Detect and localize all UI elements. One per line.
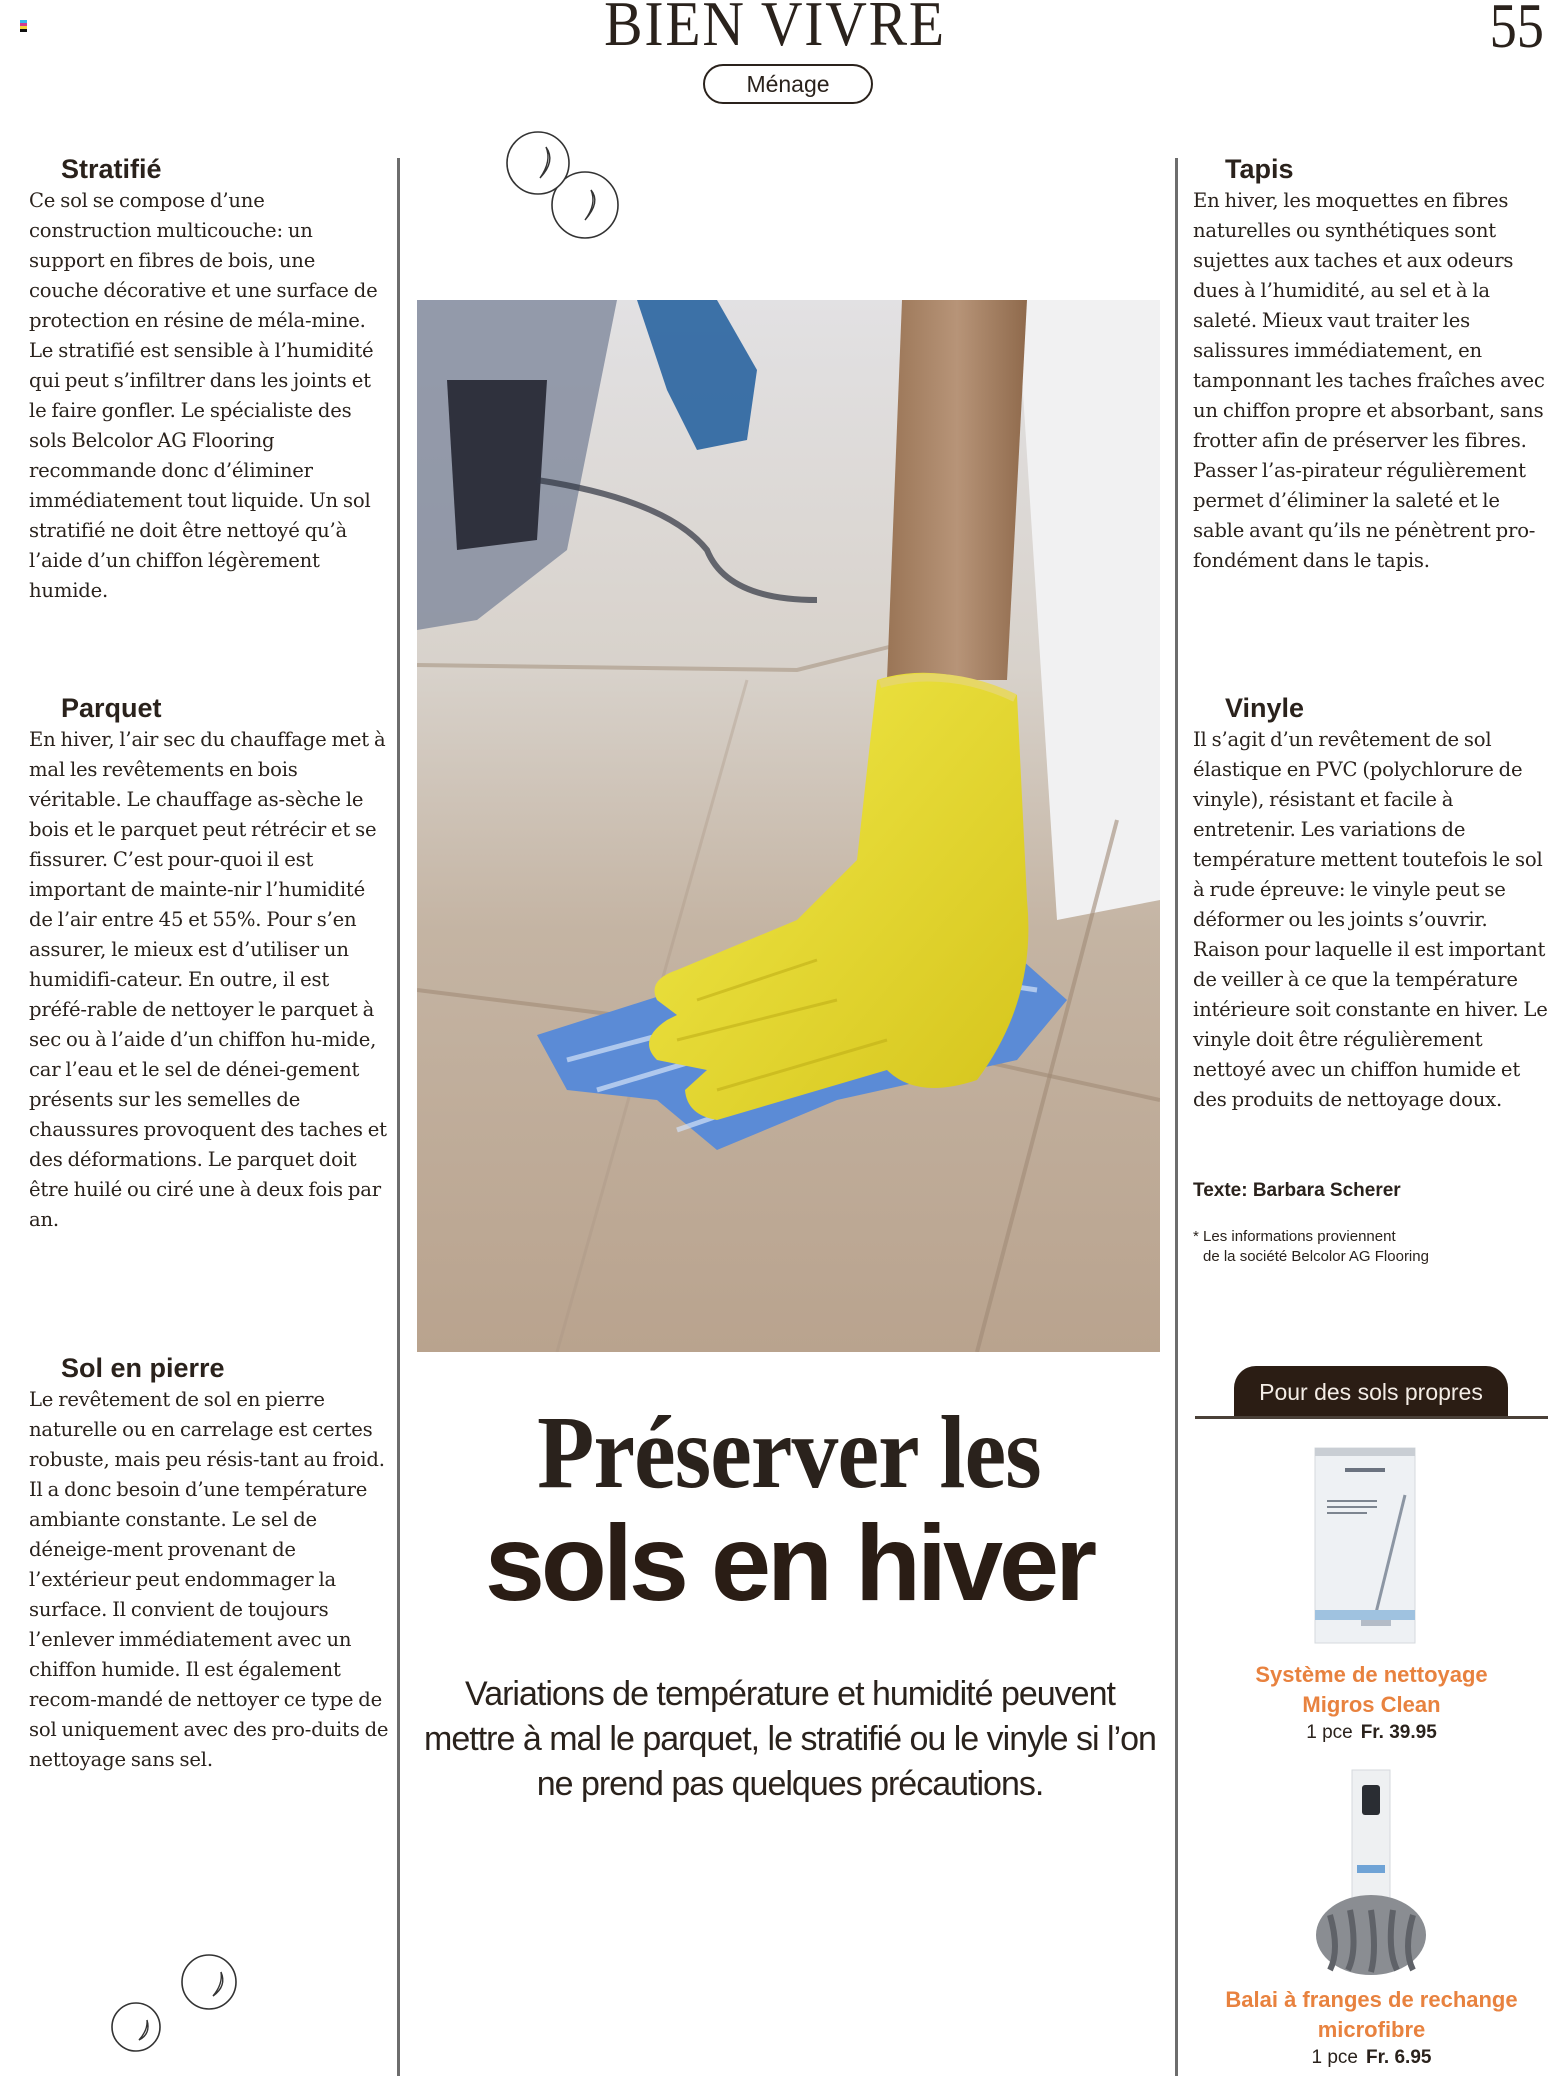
- promo-tab: Pour des sols propres: [1234, 1366, 1508, 1417]
- product-price: Fr. 6.95: [1365, 2047, 1432, 2068]
- promo-rule: [1195, 1416, 1548, 1419]
- byline: Texte: Barbara Scherer: [1193, 1180, 1401, 1201]
- article-heading: Parquet: [61, 693, 162, 723]
- article-tapis: [1193, 152, 1550, 576]
- article-stratifie: [29, 152, 389, 606]
- hero-photo: [417, 300, 1160, 1352]
- source-footnote: [1193, 1227, 1429, 1267]
- footnote-line-1: * Les informations proviennent: [1193, 1228, 1396, 1245]
- product-price-row: [1195, 2045, 1548, 2071]
- article-body: En hiver, l’air sec du chauffage met à mal les revêtements en bois véritable. Le chauffage as-sèche le bois et le parquet peut rétrécir et se fissurer. C’est pour-quoi il est important de mainte-nir l’humidité de l’air entre 45 et 55%. Pour s’en assurer, le mieux est d’utiliser un humidifi-cateur. En outre, il est préfé-rable de nettoyer le parquet à sec ou à l’aide d’un chiffon hu-mide, car l’eau et le sel de dénei-gement présents sur les semelles de chaussures provoquent des taches et des déformations. Le parquet doit être huilé ou ciré une à deux fois par an.: [29, 728, 387, 1231]
- lede: Variations de température et humidité peuvent mettre à mal le parquet, le stratifié ou le vinyle si l’on ne prend pas quelques précautions.: [424, 1675, 1156, 1803]
- bubbles-icon-bottom: [105, 1950, 245, 2060]
- article-heading: Sol en pierre: [61, 1353, 225, 1383]
- column-divider-left: [397, 158, 400, 2076]
- product-card[interactable]: [1195, 1440, 1548, 1746]
- footnote-line-2: de la société Belcolor AG Flooring: [1203, 1248, 1429, 1265]
- product-name-line-2: Migros Clean: [1302, 1692, 1441, 1717]
- article-body: Il s’agit d’un revêtement de sol élastique en PVC (polychlorure de vinyle), résistant et facile à entretenir. Les variations de température mettent toutefois le sol à rude épreuve: le vinyle peut se déformer ou les joints s’ouvrir. Raison pour laquelle il est important de veiller à ce que la température intérieure soit constante en hiver. Le vinyle doit être régulièrement nettoyé avec un chiffon humide et des produits de nettoyage doux.: [1193, 728, 1548, 1111]
- article-heading: Vinyle: [1225, 693, 1305, 723]
- product-name-line-1: Système de nettoyage: [1255, 1662, 1488, 1687]
- article-body: Le revêtement de sol en pierre naturelle ou en carrelage est certes robuste, mais peu résis-tant au froid. Il a donc besoin d’une température ambiante constante. Le sel de déneige-ment provenant de l’extérieur peut endommager la surface. Il convient de toujours l’enlever immédiatement avec un chiffon humide. Il est également recom-mandé de nettoyer ce type de sol uniquement avec des pro-duits de nettoyage sans sel.: [29, 1388, 389, 1771]
- headline-light: Préserver les: [537, 1395, 1041, 1510]
- product-name-line-1: Balai à franges de rechange: [1225, 1987, 1518, 2012]
- bubbles-icon-top: [505, 130, 625, 245]
- section-title: BIEN VIVRE: [604, 0, 946, 59]
- article-body: En hiver, les moquettes en fibres naturelles ou synthétiques sont sujettes aux taches et aux odeurs dues à l’humidité, au sel et à la saleté. Mieux vaut traiter les salissures immédiatement, en tamponnant les taches fraîches avec un chiffon propre et absorbant, sans frotter afin de préserver les fibres. Passer l’as-pirateur régulièrement permet d’éliminer la saleté et le sable avant qu’ils ne pénètrent pro-fondément dans le tapis.: [1193, 189, 1545, 572]
- page-number: 55: [1489, 0, 1544, 61]
- product-price: Fr. 39.95: [1360, 1722, 1437, 1743]
- product-price-row: [1195, 1720, 1548, 1746]
- gloved-hand-cleaning-illustration: [417, 300, 1160, 1352]
- category-pill: Ménage: [703, 64, 873, 104]
- product-card[interactable]: [1195, 1765, 1548, 2071]
- article-heading: Stratifié: [61, 154, 162, 184]
- headline-bold: sols en hiver: [484, 1502, 1094, 1623]
- article-heading: Tapis: [1225, 154, 1294, 184]
- article-vinyle: [1193, 691, 1550, 1115]
- product-image-cleaning-system: [1195, 1440, 1548, 1655]
- print-registration-marks: [20, 20, 28, 32]
- product-name-line-2: microfibre: [1317, 2017, 1426, 2042]
- article-sol-en-pierre: [29, 1351, 389, 1775]
- column-divider-right: [1175, 158, 1178, 2076]
- product-image-mop-refill: [1195, 1765, 1548, 1980]
- product-unit: 1 pce: [1311, 2047, 1358, 2068]
- article-parquet: [29, 691, 389, 1235]
- print-mark-black: [20, 29, 27, 32]
- product-unit: 1 pce: [1306, 1722, 1353, 1743]
- article-body: Ce sol se compose d’une construction multicouche: un support en fibres de bois, une couche décorative et une surface de protection en résine de méla-mine. Le stratifié est sensible à l’humidité qui peut s’infiltrer dans les joints et le faire gonfler. Le spécialiste des sols Belcolor AG Flooring recommande donc d’éliminer immédiatement tout liquide. Un sol stratifié ne doit être nettoyé qu’à l’aide d’un chiffon légèrement humide.: [29, 189, 378, 602]
